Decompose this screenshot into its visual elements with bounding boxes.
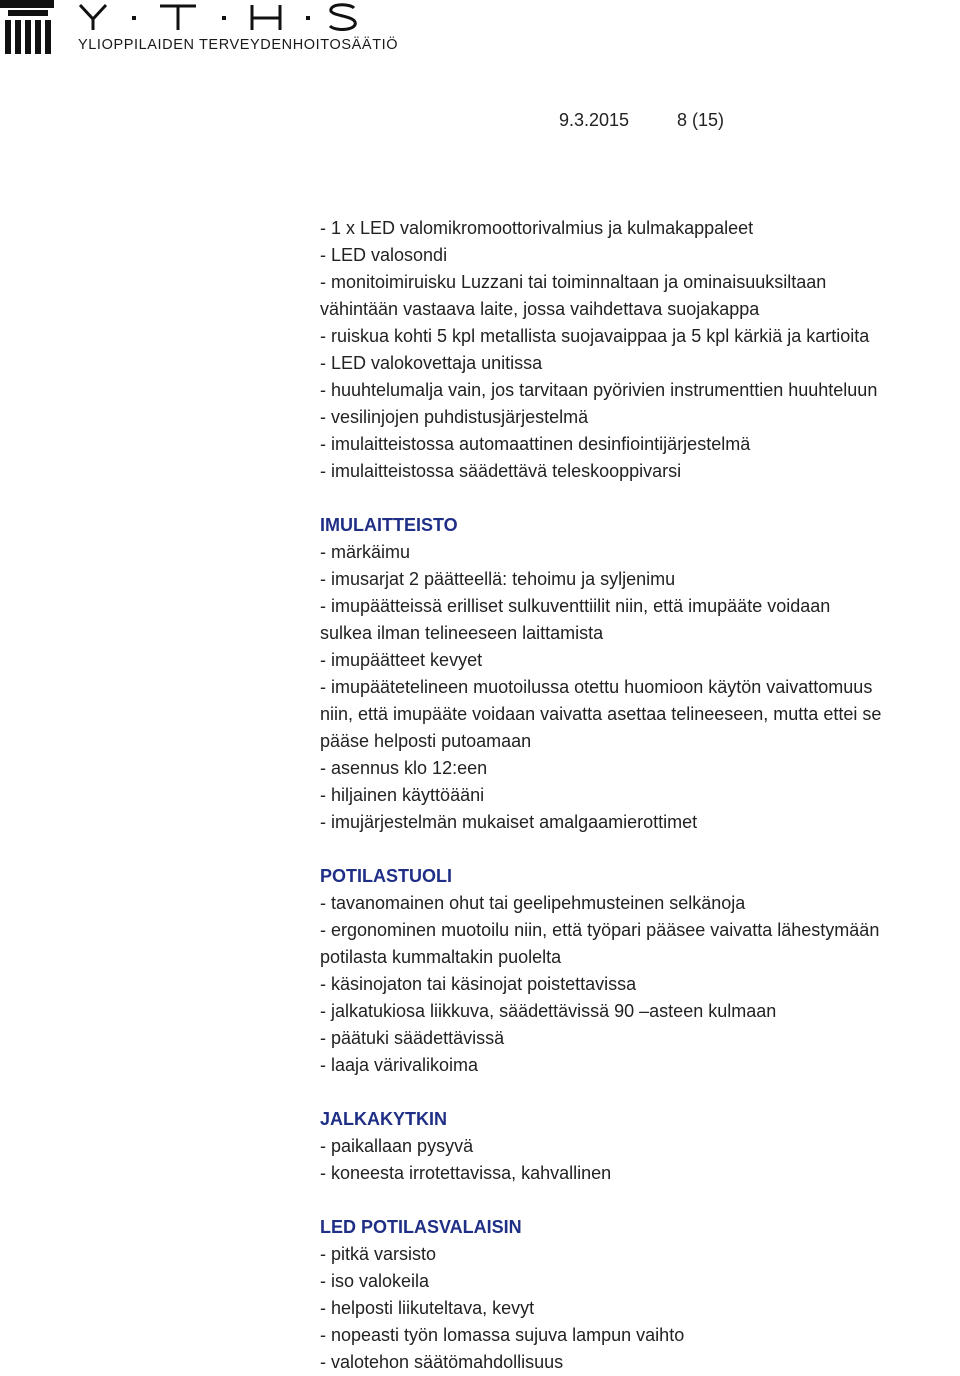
page-number: 8 (15) — [677, 110, 725, 130]
text-line: - 1 x LED valomikromoottorivalmius ja kulmakappaleet — [320, 218, 754, 238]
yths-logo — [0, 0, 399, 60]
section-gap — [320, 1187, 960, 1214]
text-line: sulkea ilman telineeseen laittamista — [320, 623, 604, 643]
section-heading: JALKAKYTKIN — [320, 1109, 448, 1129]
section-gap — [320, 1079, 960, 1106]
text-line: - asennus klo 12:een — [320, 758, 488, 778]
text-line: - ergonominen muotoilu niin, että työpari pääsee vaivatta lähestymään — [320, 920, 880, 940]
section-gap — [320, 485, 960, 512]
text-line: - monitoimiruisku Luzzani tai toiminnaltaan ja ominaisuuksiltaan — [320, 272, 827, 292]
text-line: - päätuki säädettävissä — [320, 1028, 505, 1048]
document-date: 9.3.2015 — [559, 110, 630, 130]
text-line: - LED valosondi — [320, 245, 448, 265]
text-line: - iso valokeila — [320, 1271, 430, 1291]
text-line: - valotehon säätömahdollisuus — [320, 1352, 564, 1372]
text-line: - LED valokovettaja unitissa — [320, 353, 543, 373]
text-line: - tavanomainen ohut tai geelipehmusteinen selkänoja — [320, 893, 746, 913]
text-line: - koneesta irrotettavissa, kahvallinen — [320, 1163, 612, 1183]
text-line: - ruiskua kohti 5 kpl metallista suojavaippaa ja 5 kpl kärkiä ja kartioita — [320, 326, 870, 346]
text-line: - vesilinjojen puhdistusjärjestelmä — [320, 407, 589, 427]
text-line: - imujärjestelmän mukaiset amalgaamierottimet — [320, 812, 698, 832]
text-line: - pitkä varsisto — [320, 1244, 437, 1264]
section-heading: IMULAITTEISTO — [320, 515, 458, 535]
text-line: - imulaitteistossa automaattinen desinfiointijärjestelmä — [320, 434, 751, 454]
text-line: potilasta kummaltakin puolelta — [320, 947, 562, 967]
logo-subtitle: YLIOPPILAIDEN TERVEYDENHOITOSÄÄTIÖ — [78, 37, 399, 53]
text-line: pääse helposti putoamaan — [320, 731, 532, 751]
text-line: - imulaitteistossa säädettävä teleskooppivarsi — [320, 461, 682, 481]
text-line: - laaja värivalikoima — [320, 1055, 479, 1075]
text-line: - märkäimu — [320, 542, 411, 562]
document-body — [320, 215, 960, 1376]
section-gap — [320, 836, 960, 863]
text-line: niin, että imupääte voidaan vaivatta asettaa telineeseen, mutta ettei se — [320, 704, 882, 724]
text-line: - imupäätteissä erilliset sulkuventtiilit niin, että imupääte voidaan — [320, 596, 831, 616]
text-line: - hiljainen käyttöääni — [320, 785, 485, 805]
text-line: - jalkatukiosa liikkuva, säädettävissä 90 –asteen kulmaan — [320, 1001, 777, 1021]
text-line: vähintään vastaava laite, jossa vaihdettava suojakappa — [320, 299, 760, 319]
text-line: - helposti liikuteltava, kevyt — [320, 1298, 535, 1318]
text-line: - käsinojaton tai käsinojat poistettavissa — [320, 974, 637, 994]
text-line: - huuhtelumalja vain, jos tarvitaan pyörivien instrumenttien huuhteluun — [320, 380, 878, 400]
text-line: - imusarjat 2 päätteellä: tehoimu ja syljenimu — [320, 569, 676, 589]
section-heading: LED POTILASVALAISIN — [320, 1217, 522, 1237]
section-heading: POTILASTUOLI — [320, 866, 452, 886]
text-line: - nopeasti työn lomassa sujuva lampun vaihto — [320, 1325, 685, 1345]
text-line: - paikallaan pysyvä — [320, 1136, 474, 1156]
text-line: - imupäätetelineen muotoilussa otettu huomioon käytön vaivattomuus — [320, 677, 873, 697]
text-line: - imupäätteet kevyet — [320, 650, 483, 670]
